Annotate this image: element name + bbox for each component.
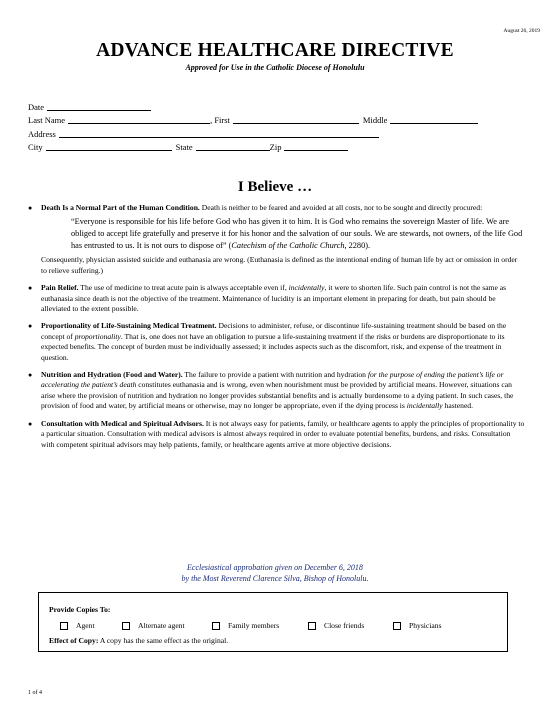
address-row [28, 125, 524, 139]
section-heading: I Believe … [237, 179, 313, 195]
middle-name-label: Middle [362, 115, 388, 125]
quote-citation: Catechism of the Catholic Church [231, 241, 345, 251]
option-label: Physicians [409, 621, 442, 630]
checkbox-icon[interactable] [122, 622, 130, 630]
checkbox-icon[interactable] [60, 622, 68, 630]
option-physicians[interactable] [393, 621, 442, 630]
approval-note [0, 562, 550, 584]
checkbox-icon[interactable] [308, 622, 316, 630]
last-name-field[interactable] [68, 114, 210, 124]
personal-info-form [28, 98, 524, 152]
item-italic-2: incidentally [406, 401, 443, 411]
item-text: Decisions to administer, refuse, or discontinue life-sustaining treatment should be based on the concept of [41, 321, 507, 341]
option-close-friends[interactable] [308, 621, 393, 630]
item-text: Death is neither to be feared and avoided at all costs, nor to be sought and directly procured: [199, 203, 483, 212]
approval-line-2: by the Most Reverend Clarence Silva, Bishop of Honolulu. [181, 574, 369, 583]
list-item [28, 283, 525, 314]
city-field[interactable] [46, 141, 172, 151]
quote-text: “Everyone is responsible for his life before God who has given it to him. It is God who remains the sovereign Master of life. We are obliged to accept life gratefully and preserve it for his honor and the salvation of our souls. We are stewards, not owners, of the life God has entrusted to us. It is not ours to dispose of” ( [71, 217, 523, 251]
document-subtitle: Approved for Use in the Catholic Diocese of Honolulu [185, 63, 365, 72]
item-text: The failure to provide a patient with nutrition and hydration [182, 370, 368, 380]
provide-copies-box [38, 592, 508, 652]
option-agent[interactable] [60, 621, 122, 630]
list-item [28, 203, 525, 252]
city-label: City [28, 142, 43, 152]
option-label: Family members [228, 621, 280, 630]
item-text: It is not always easy for patients, family, or healthcare agents to apply the principles of proportionality to a particular situation. Consultation with medical advisors is almost always required in order to evaluate potential benefits, burdens, and risks. Consultation with competent spiritual advisors may help patients, family, or healthcare agents arrive at more objective decisions. [41, 418, 525, 449]
list-item [28, 370, 525, 412]
item-text: The use of medicine to treat acute pain is always acceptable even if, [78, 283, 289, 293]
state-label: State [175, 142, 193, 152]
beliefs-list [28, 203, 525, 457]
item-text-end: hastened. [442, 401, 474, 411]
date-label: Date [28, 101, 45, 112]
copies-options [60, 621, 442, 630]
item-title: Consultation with Medical and Spiritual Advisors. [41, 418, 204, 428]
item-title: Nutrition and Hydration (Food and Water). [41, 370, 183, 380]
bullet-dot-icon: ● [28, 419, 33, 428]
middle-name-field[interactable] [390, 114, 478, 124]
first-name-label: , First [210, 115, 230, 125]
bullet-dot-icon: ● [28, 204, 33, 212]
address-field[interactable] [59, 128, 379, 138]
approval-line-1: Ecclesiastical approbation given on December 6, 2018 [187, 563, 363, 572]
option-label: Alternate agent [138, 621, 185, 630]
item-italic: for the purpose of ending the patient’s life or accelerating the patient’s death [41, 370, 504, 390]
document-date: August 26, 2019 [503, 28, 540, 34]
option-label: Agent [76, 621, 95, 630]
date-field[interactable] [47, 101, 151, 111]
quote-end: , 2280). [344, 241, 371, 251]
checkbox-icon[interactable] [393, 622, 401, 630]
last-name-label: Last Name [28, 115, 66, 125]
effect-text: A copy has the same effect as the original. [98, 636, 229, 645]
document-title: ADVANCE HEALTHCARE DIRECTIVE [96, 40, 454, 61]
address-label: Address [28, 128, 56, 139]
item-italic: incidentally [288, 283, 325, 293]
item-text-end: . That is, one does not have an obligation to pursue a life-sustaining treatment if the risks or burdens are disproportionate to its expected benefits. The concept of burden must be individually assessed; it includes aspects such as the discomfort, risk, and expense of the treatment in question. [41, 331, 505, 362]
page-number: 1 of 4 [28, 690, 42, 696]
bullet-dot-icon: ● [28, 322, 33, 331]
zip-field[interactable] [284, 141, 348, 151]
item-title: Pain Relief. [41, 283, 79, 293]
effect-label: Effect of Copy: [49, 636, 99, 645]
item-text-mid: constitutes euthanasia and is wrong, even when nourishment must be provided by artificial means. However, situations can arise where the provision of nutrition and hydration no longer provides substantial benefits and is actually burdensome to a dying patient. In such cases, the provision of food and water, by artificial means or otherwise, may no longer be appropriate, even if the dying process is [41, 380, 514, 411]
zip-label: Zip [269, 142, 282, 152]
name-row [28, 112, 524, 126]
city-row [28, 139, 524, 153]
bullet-dot-icon: ● [28, 284, 33, 293]
checkbox-icon[interactable] [212, 622, 220, 630]
item-italic: proportionality [74, 331, 121, 341]
state-field[interactable] [196, 141, 270, 151]
consequently-paragraph: Consequently, physician assisted suicide and euthanasia are wrong. (Euthanasia is defined as the intentional ending of human life by act or omission in order to relieve suffering.) [41, 255, 518, 275]
option-family-members[interactable] [212, 621, 308, 630]
item-text-end: , it were to shorten life. Such pain control is not the same as euthanasia since death is not the objective of the treatment. Maintenance of lucidity is an important element in preparing for death, but pain should be alleviated to the extent possible. [41, 283, 507, 314]
catechism-quote [71, 216, 525, 252]
provide-copies-title: Provide Copies To: [49, 605, 111, 614]
item-title: Death Is a Normal Part of the Human Condition. [41, 203, 200, 212]
option-label: Close friends [324, 621, 365, 630]
option-alternate-agent[interactable] [122, 621, 212, 630]
list-item [28, 321, 525, 363]
list-item [28, 419, 525, 450]
effect-of-copy [49, 636, 228, 645]
first-name-field[interactable] [233, 114, 359, 124]
bullet-dot-icon: ● [28, 371, 33, 380]
date-row [28, 98, 524, 112]
item-title: Proportionality of Life-Sustaining Medical Treatment. [41, 321, 217, 331]
